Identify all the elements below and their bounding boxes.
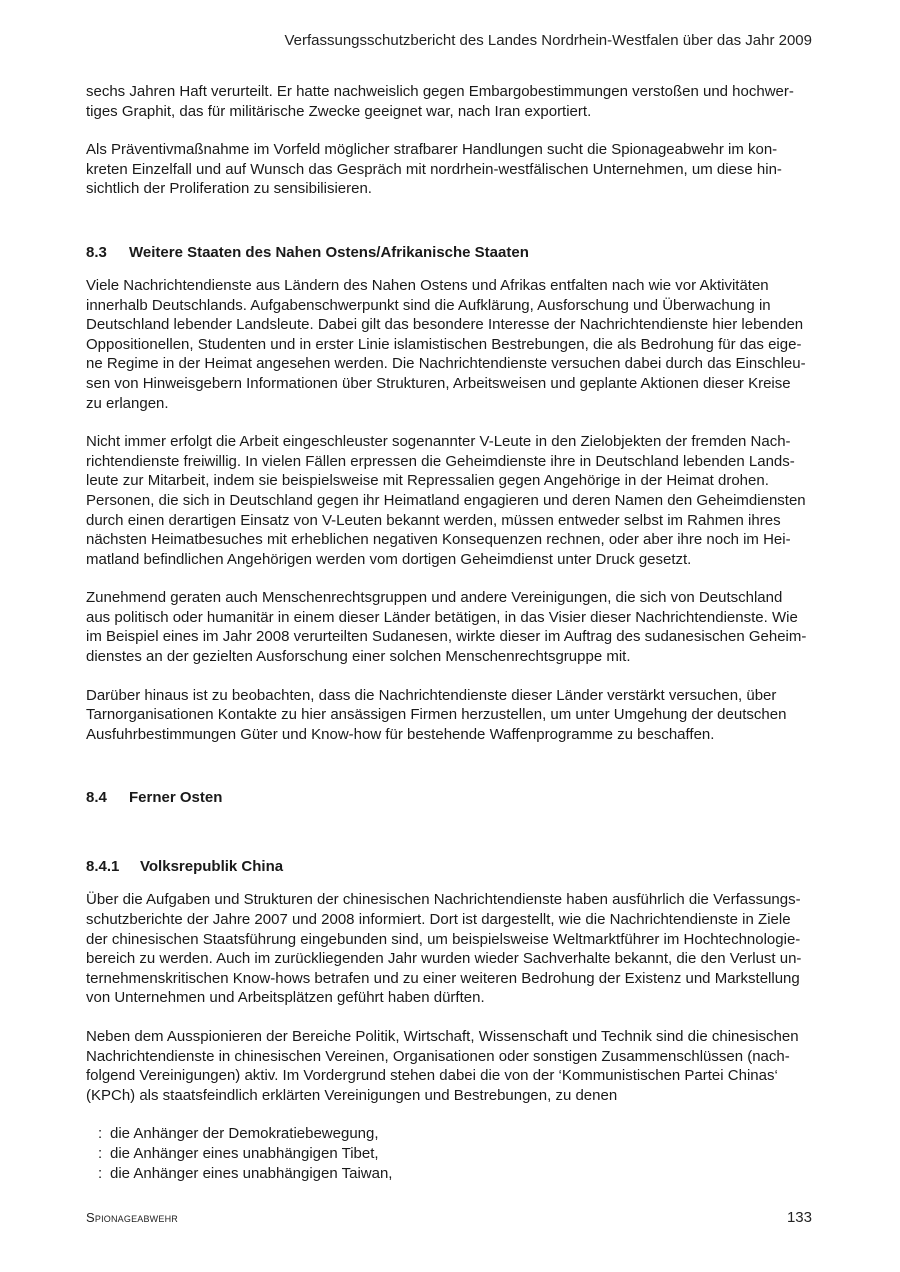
list-bullet: : — [98, 1144, 103, 1162]
section-title: Volksrepublik China — [140, 858, 284, 876]
page-content — [86, 82, 816, 1183]
paragraph: sechs Jahren Haft verurteilt. Er hatte nachweislich gegen Embargobestimmungen verstoßen und hochwer- tiges Graphit, das für militärische Zwecke geeignet war, nach Iran exportiert. — [86, 83, 794, 120]
list-item: : die Anhänger eines unabhängigen Taiwan, — [98, 1164, 393, 1182]
section-number: 8.4.1 — [86, 858, 120, 876]
list-bullet: : — [98, 1125, 103, 1143]
paragraph: Viele Nachrichtendienste aus Ländern des Nahen Ostens und Afrikas entfalten nach wie vor Aktivitäten innerhalb Deutschlands. Aufgabenschwerpunkt sind die Aufklärung, Ausforschung und Überwachung in Deutschland lebender Landsleute. Dabei gilt das besondere Interesse der Nachrichtendienste hier lebenden Oppositionellen, Studenten und in erster Linie islamistischen Bestrebungen, die als Bedrohung für das eige- ne Regime in der Heimat angesehen werden. Die Nachrichtendienste versuchen dabei durch das Einschleu- sen von Hinweisgebern Informationen über Strukturen, Arbeitsweisen und geplante Aktionen dieser Kreise zu erlangen. — [86, 276, 806, 412]
footer-section-name: Spionageabwehr — [86, 1210, 178, 1225]
paragraph: Als Präventivmaßnahme im Vorfeld möglicher strafbarer Handlungen sucht die Spionageabwehr im kon- kreten Einzelfall und auf Wunsch das Gespräch mit nordrhein-westfälischen Unternehmen, um diese hin- sichtlich der Proliferation zu sensibilisieren. — [86, 141, 782, 198]
paragraph: Nicht immer erfolgt die Arbeit eingeschleuster sogenannter V-Leute in den Zielobjekten der fremden Nach- richtendienste freiwillig. In vielen Fällen erpressen die Geheimdienste ihre in Deutschland lebenden Lands- leute zur Mitarbeit, indem sie beispielsweise mit Repressalien gegen Angehörige in der Heimat drohen. Personen, die sich in Deutschland gegen ihr Heimatland engagieren und deren Namen den Geheimdiensten durch einen derartigen Einsatz von V-Leuten bekannt werden, müssen entweder selbst im Rahmen ihres nächsten Heimatbesuches mit erheblichen negativen Konsequenzen rechnen, oder aber ihre noch im Hei- matland befindlichen Angehörigen werden vom dortigen Geheimdienst unter Druck gesetzt. — [86, 433, 806, 568]
paragraph: Neben dem Ausspionieren der Bereiche Politik, Wirtschaft, Wissenschaft und Technik sind die chinesischen Nachrichtendienste in chinesischen Vereinen, Organisationen oder sonstigen Zusammenschlüssen (nach- folgend Vereinigungen) aktiv. Im Vordergrund stehen dabei die von der ‘Kommunistischen Partei Chinas‘ (KPCh) als staatsfeindlich erklärten Vereinigungen und Bestrebungen, zu denen — [86, 1028, 799, 1104]
running-head: Verfassungsschutzbericht des Landes Nordrhein-Westfalen über das Jahr 2009 — [284, 32, 812, 49]
paragraph: Zunehmend geraten auch Menschenrechtsgruppen und andere Vereinigungen, die sich von Deutschland aus politisch oder humanitär in einem dieser Länder betätigen, in das Visier dieser Nachrichtendienste. Wie im Beispiel eines im Jahr 2008 verurteilten Sudanesen, wirkte dieser im Auftrag des sudanesischen Geheim- dienstes an der gezielten Ausforschung einer solchen Menschenrechtsgruppe mit. — [86, 589, 807, 666]
list-item: : die Anhänger eines unabhängigen Tibet, — [98, 1144, 379, 1162]
section-heading-8-4-1 — [86, 857, 816, 877]
paragraph: Darüber hinaus ist zu beobachten, dass die Nachrichtendienste dieser Länder verstärkt versuchen, über Tarnorganisationen Kontakte zu hier ansässigen Firmen herzustellen, um unter Umgehung der deutschen Ausfuhrbestimmungen Güter und Know-how für bestehende Waffenprogramme zu beschaffen. — [86, 686, 787, 743]
section-number: 8.4 — [86, 789, 107, 807]
page-number: 133 — [786, 1209, 812, 1226]
bullet-list — [86, 1124, 816, 1183]
list-bullet: : — [98, 1164, 103, 1182]
section-title: Ferner Osten — [129, 789, 223, 807]
section-number: 8.3 — [86, 243, 107, 261]
list-item: : die Anhänger der Demokratiebewegung, — [98, 1125, 379, 1143]
section-heading-8-4 — [86, 788, 816, 808]
section-heading-8-3 — [86, 243, 816, 263]
section-title: Weitere Staaten des Nahen Ostens/Afrikanische Staaten — [129, 243, 529, 261]
paragraph: Über die Aufgaben und Strukturen der chinesischen Nachrichtendienste haben ausführlich die Verfassungs- schutzberichte der Jahre 2007 und 2008 informiert. Dort ist dargestellt, wie die Nachrichtendienste in Ziele der chinesischen Staatsführung eingebunden sind, um beispielsweise Weltmarktführer im Hochtechnologie- bereich zu werden. Auch im zurückliegenden Jahr wurden wieder Sachverhalte bekannt, die den Verlust un- ternehmenskritischen Know-hows betrafen und zu einer weiteren Bedrohung der Existenz und Markstellung von Unternehmen und Arbeitsplätzen geführt haben dürften. — [86, 891, 802, 1007]
